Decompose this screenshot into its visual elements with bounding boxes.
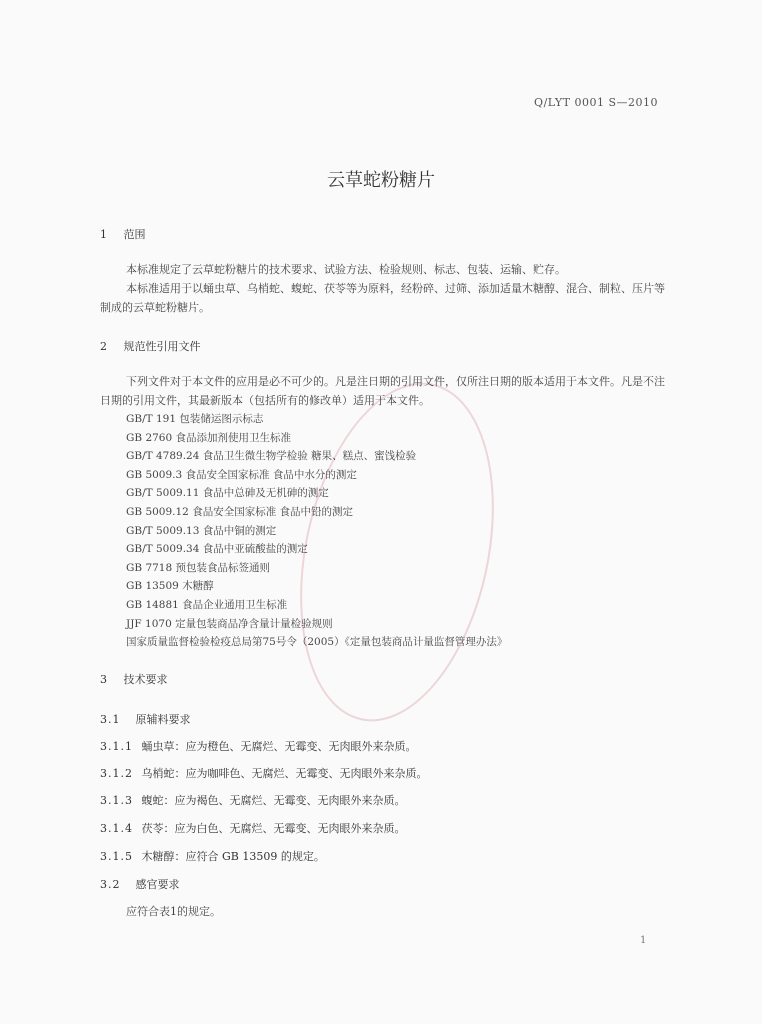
reference-item: 国家质量监督检验检疫总局第75号令（2005）《定量包装商品计量监督管理办法》: [126, 636, 508, 649]
reference-item: GB 13509 木糖醇: [126, 580, 214, 593]
page-number: 1: [640, 935, 647, 946]
scope-paragraph-2: 本标准适用于以蛹虫草、乌梢蛇、蝮蛇、茯苓等为原料，经粉碎、过筛、添加适量木糖醇、混合、制粒、压片等制成的云草蛇粉糖片。: [100, 282, 665, 314]
section-number: 3: [100, 673, 107, 686]
requirement-item: [100, 738, 417, 754]
subsection-heading-sensory: [100, 876, 180, 892]
reference-item: GB 7718 预包装食品标签通则: [126, 561, 271, 574]
reference-item: GB 5009.12 食品安全国家标准 食品中铅的测定: [126, 505, 354, 518]
reference-item: GB 5009.3 食品安全国家标准 食品中水分的测定: [126, 468, 357, 481]
subsection-number: 3.2: [100, 878, 121, 891]
item-text: 茯苓：应为白色、无腐烂、无霉变、无肉眼外来杂质。: [141, 822, 406, 835]
item-number: 3.1.4: [100, 822, 133, 835]
subsection-number: 3.1: [100, 713, 121, 726]
item-number: 3.1.2: [100, 767, 133, 780]
table-reference-note: 应符合表1的规定。: [126, 905, 221, 918]
section-number: 1: [100, 228, 107, 241]
reference-item: JJF 1070 定量包装商品净含量计量检验规则: [126, 617, 333, 630]
item-text: 木糖醇：应符合 GB 13509 的规定。: [141, 850, 325, 863]
reference-list: [126, 410, 507, 652]
reference-item: GB/T 191 包装储运图示标志: [126, 413, 264, 425]
item-number: 3.1.5: [100, 850, 133, 863]
item-number: 3.1.3: [100, 794, 133, 807]
reference-item: GB/T 5009.34 食品中亚硫酸盐的测定: [126, 543, 308, 556]
subsection-title: 原辅料要求: [135, 713, 191, 726]
section-heading-normative: [100, 338, 201, 354]
item-text: 蝮蛇：应为褐色、无腐烂、无霉变、无肉眼外来杂质。: [141, 794, 406, 807]
item-number: 3.1.1: [100, 740, 133, 753]
requirement-item: [100, 792, 406, 808]
item-text: 乌梢蛇：应为咖啡色、无腐烂、无霉变、无肉眼外来杂质。: [141, 767, 428, 780]
section-heading-technical: [100, 671, 168, 687]
document-title: 云草蛇粉糖片: [327, 170, 435, 191]
section-title: 规范性引用文件: [123, 340, 201, 353]
section-title: 技术要求: [123, 673, 168, 686]
reference-item: GB/T 5009.11 食品中总砷及无机砷的测定: [126, 487, 329, 500]
requirement-item: [100, 820, 406, 836]
section-number: 2: [100, 340, 107, 353]
section-title: 范围: [123, 228, 146, 241]
reference-item: GB/T 4789.24 食品卫生微生物学检验 糖果、糕点、蜜饯检验: [126, 450, 417, 463]
section-heading-scope: [100, 226, 146, 242]
item-text: 蛹虫草：应为橙色、无腐烂、无霉变、无肉眼外来杂质。: [141, 740, 417, 753]
requirement-item: [100, 848, 325, 864]
reference-item: GB 2760 食品添加剂使用卫生标准: [126, 431, 292, 444]
reference-item: GB/T 5009.13 食品中铜的测定: [126, 524, 277, 537]
reference-item: GB 14881 食品企业通用卫生标准: [126, 598, 288, 611]
scope-paragraph-1: 本标准规定了云草蛇粉糖片的技术要求、试验方法、检验规则、标志、包装、运输、贮存。: [126, 263, 566, 276]
subsection-title: 感官要求: [135, 878, 180, 891]
subsection-heading-raw-materials: [100, 711, 191, 727]
standard-code: Q/LYT 0001 S—2010: [534, 96, 658, 109]
requirement-item: [100, 765, 428, 781]
normative-intro: 下列文件对于本文件的应用是必不可少的。凡是注日期的引用文件，仅所注日期的版本适用于本文件。凡是不注日期的引用文件，其最新版本（包括所有的修改单）适用于本文件。: [100, 375, 665, 407]
